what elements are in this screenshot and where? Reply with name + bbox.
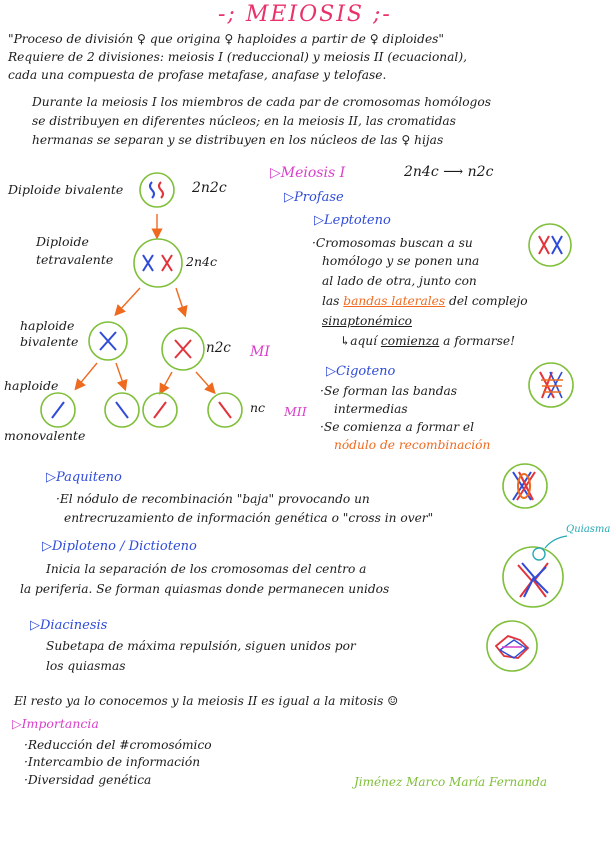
diploide-tetravalente-label-2: tetravalente bbox=[36, 252, 114, 267]
sinaptonemico-text: sinaptonémico bbox=[322, 314, 412, 328]
diacinesis-line-2: los quiasmas bbox=[46, 659, 126, 673]
paquiteno-circle bbox=[503, 464, 547, 508]
formula-2n4c: 2n4c bbox=[186, 254, 217, 269]
diploteno-heading: ▷Diploteno / Dictioteno bbox=[42, 539, 197, 554]
paquiteno-line-1: ·El nódulo de recombinación "baja" provocando un bbox=[56, 492, 370, 506]
page-title: -; MEIOSIS ;- bbox=[218, 2, 392, 27]
a-formarse-text: a formarse! bbox=[443, 334, 515, 348]
haploid-bivalent-circle-left bbox=[89, 322, 127, 360]
diacinesis-heading: ▷Diacinesis bbox=[30, 618, 108, 633]
del-complejo-text: del complejo bbox=[449, 294, 528, 308]
meiosis-i-formula: 2n4c ⟶ n2c bbox=[404, 164, 494, 180]
importancia-item-1: ·Reducción del #cromosómico bbox=[24, 738, 212, 752]
quiasma-label: Quiasma bbox=[566, 524, 611, 535]
cigoteno-line-1: ·Se forman las bandas bbox=[320, 384, 458, 398]
monovalent-circles bbox=[41, 393, 242, 427]
profase-heading: ▷Profase bbox=[284, 190, 344, 205]
cigoteno-line-2: intermedias bbox=[334, 402, 408, 416]
cigoteno-heading: ▷Cigoteno bbox=[326, 364, 396, 379]
formula-2n2c: 2n2c bbox=[192, 180, 227, 196]
haploide-monovalente-label-1: haploide bbox=[4, 378, 59, 393]
leptoteno-line-2: homólogo y se ponen una bbox=[322, 254, 480, 268]
leptoteno-line-6 bbox=[340, 332, 515, 350]
diploide-tetravalente-label-1: Diploide bbox=[36, 234, 89, 249]
leptoteno-circle bbox=[529, 224, 571, 266]
tetravalent-circle bbox=[134, 239, 182, 287]
definition-line-2: Requiere de 2 divisiones: meiosis I (reduccional) y meiosis II (ecuacional), bbox=[8, 50, 467, 64]
diacinesis-line-1: Subetapa de máxima repulsión, siguen unidos por bbox=[46, 639, 356, 653]
paquiteno-heading: ▷Paquiteno bbox=[46, 470, 122, 485]
resto-line: El resto ya lo conocemos y la meiosis II es igual a la mitosis ☺ bbox=[14, 694, 399, 708]
haploide-monovalente-label-2: monovalente bbox=[4, 428, 86, 443]
leptoteno-heading: ▷Leptoteno bbox=[314, 213, 391, 228]
formula-nc: nc bbox=[250, 400, 266, 415]
formula-n2c: n2c bbox=[206, 340, 231, 356]
paquiteno-line-2: entrecruzamiento de información genética o "cross in over" bbox=[64, 511, 434, 525]
haploide-bivalente-label-2: bivalente bbox=[20, 334, 79, 349]
author-signature: Jiménez Marco María Fernanda bbox=[354, 775, 547, 789]
during-line-3: hermanas se separan y se distribuyen en los núcleos de las ♀ hijas bbox=[32, 133, 444, 147]
importancia-item-3: ·Diversidad genética bbox=[24, 773, 152, 787]
mi-label: MI bbox=[250, 344, 270, 360]
leptoteno-line-3: al lado de otra, junto con bbox=[322, 274, 477, 288]
haploid-bivalent-circle-right bbox=[162, 328, 204, 370]
during-line-1: Durante la meiosis I los miembros de cada par de cromosomas homólogos bbox=[32, 95, 491, 109]
diploide-bivalente-label: Diploide bivalente bbox=[8, 182, 124, 197]
bivalent-circle bbox=[140, 173, 174, 207]
meiosis-i-heading: ▷Meiosis I bbox=[270, 165, 346, 181]
bandas-laterales-text: bandas laterales bbox=[343, 294, 446, 308]
cigoteno-circle bbox=[529, 363, 573, 407]
haploide-bivalente-label-1: haploide bbox=[20, 318, 75, 333]
importancia-heading: ▷Importancia bbox=[12, 716, 99, 731]
aqui-text: ↳aquí bbox=[340, 334, 378, 348]
diploteno-circle bbox=[503, 536, 567, 607]
diploteno-line-1: Inicia la separación de los cromosomas del centro a bbox=[46, 562, 367, 576]
comienza-text: comienza bbox=[380, 334, 440, 348]
leptoteno-line-4 bbox=[322, 292, 528, 310]
definition-line-3: cada una compuesta de profase metafase, anafase y telofase. bbox=[8, 68, 387, 82]
cigoteno-line-3: ·Se comienza a formar el bbox=[320, 420, 474, 434]
diacinesis-circle bbox=[487, 621, 537, 671]
leptoteno-line-1: ·Cromosomas buscan a su bbox=[312, 236, 473, 250]
definition-line-1: "Proceso de división ♀ que origina ♀ haploides a partir de ♀ diploides" bbox=[8, 32, 445, 46]
diploteno-line-2: la periferia. Se forman quiasmas donde permanecen unidos bbox=[20, 582, 390, 596]
las-text: las bbox=[322, 294, 340, 308]
mii-label: MII bbox=[284, 404, 307, 419]
importancia-item-2: ·Intercambio de información bbox=[24, 755, 201, 769]
cigoteno-line-4: nódulo de recombinación bbox=[334, 438, 491, 452]
during-line-2: se distribuyen en diferentes núcleos; en la meiosis II, las cromatidas bbox=[32, 114, 456, 128]
